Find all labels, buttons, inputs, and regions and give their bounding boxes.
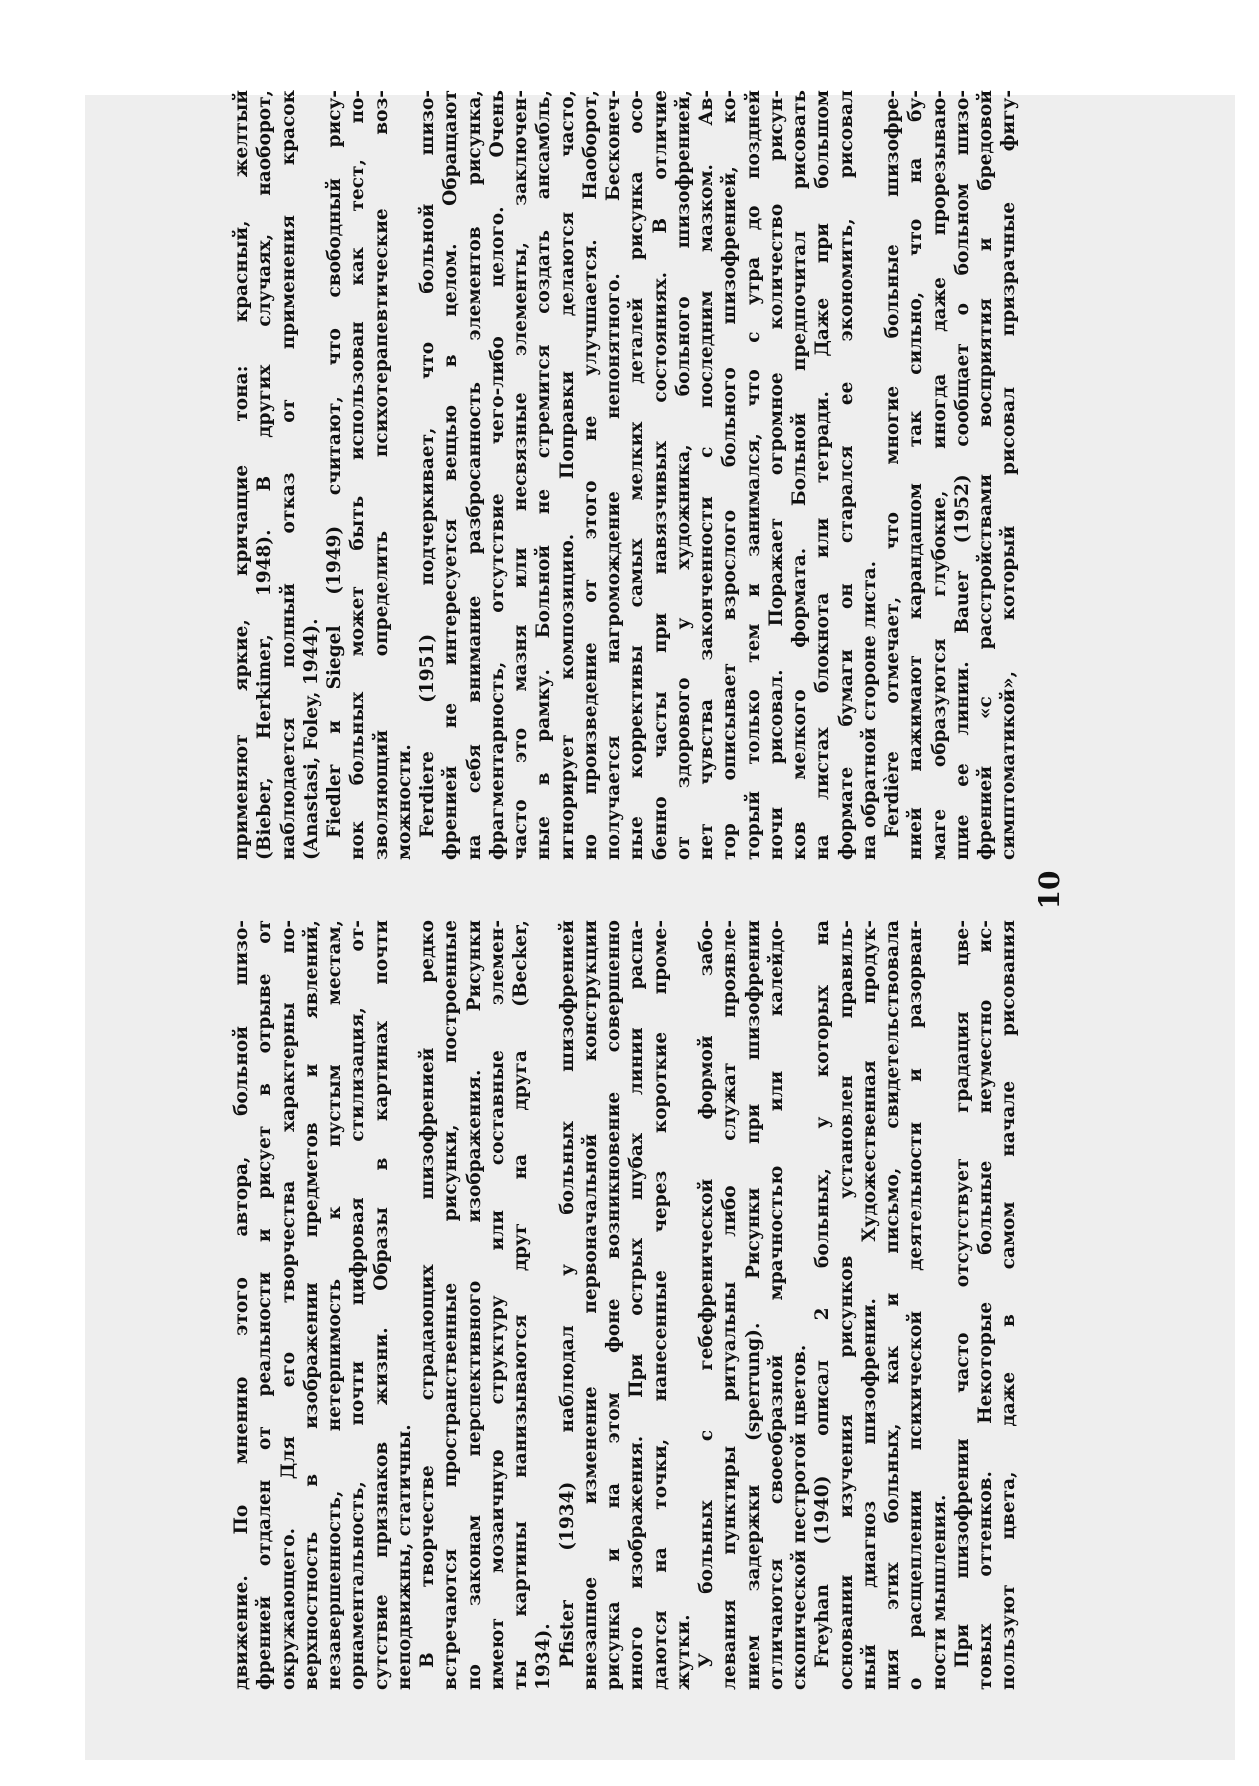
text-line: Fiedler и Siegel (1949) считают, что свободный рису- <box>324 90 345 838</box>
text-line: получается нагромождение непонятного. Бесконеч- <box>603 90 624 860</box>
text-line: неподвижны, статичны. <box>393 1424 415 1690</box>
text-line: на себя внимание разбросанность элементов рисунка, <box>463 90 485 860</box>
text-line: пользуют цвета, даже в самом начале рисования <box>998 920 1020 1690</box>
text-line: нием задержки (sperrung). Рисунки при шизофрении <box>742 920 764 1690</box>
text-line: от здорового у художника, больного шизофренией, <box>672 90 694 860</box>
text-line: френией отдален от реальности и рисует в отрыве от <box>254 920 276 1690</box>
text-line: маге образуются глубокие, иногда даже прорезываю- <box>928 90 950 860</box>
text-line: (Bieber, Herkimer, 1948). В других случаях, наоборот, <box>254 90 276 860</box>
text-line: ция этих больных, как и письмо, свидетельствовала <box>882 920 903 1690</box>
text-line: часто это мазня или несвязные элементы, заключен- <box>510 90 531 860</box>
text-line: скопической пестротой цветов. <box>789 1344 810 1690</box>
text-line: левания пунктиры ритуальны либо служат проявле- <box>719 920 741 1690</box>
text-line: фрагментарность, отсутствие чего-либо целого. Очень <box>486 90 508 860</box>
scanned-page-area <box>85 90 1235 1760</box>
text-line: применяют яркие, кричащие тона: красный, желтый <box>231 90 252 860</box>
text-line: орнаментальность, почти цифровая стилизация, от- <box>347 920 369 1690</box>
text-line: френией не интересуется вещью в целом. Обращают <box>440 90 462 860</box>
text-line: встречаются пространственные рисунки, построенные <box>440 920 462 1690</box>
text-line: ночи рисовал. Поражает огромное количество рисун- <box>765 90 787 860</box>
text-column-right <box>230 90 1021 860</box>
text-line: движение. По мнению этого автора, больной шизо- <box>231 920 252 1690</box>
rotated-text-block <box>230 90 1100 1690</box>
text-line: ные в рамку. Больной не стремится создать ансамбль, <box>533 90 555 860</box>
text-line: на листах блокнота или тетради. Даже при большом <box>812 90 834 860</box>
text-line: зволяющий определить психотерапевтические воз- <box>370 90 392 860</box>
text-line: по законам перспективного изображения. Рисунки <box>463 920 485 1690</box>
text-line: френией «с расстройствами восприятия и бредовой <box>975 90 996 860</box>
text-line: о расщеплении психической деятельности и разорван- <box>905 920 927 1690</box>
text-line: игнорирует композицию. Поправки делаются часто, <box>556 90 578 860</box>
text-line: ный диагноз шизофрении. Художественная продук- <box>858 920 880 1690</box>
text-line: В творчестве страдающих шизофренией редко <box>417 920 438 1668</box>
text-line: но произведение от этого не улучшается. Наоборот, <box>579 90 601 860</box>
text-column-left <box>230 920 1021 1690</box>
text-line: Pfister (1934) наблюдал у больных шизофренией <box>556 920 578 1668</box>
text-line: У больных с гебефренической формой забо- <box>696 920 717 1668</box>
text-line: симптоматикой», который рисовал призрачные фигу- <box>998 90 1020 860</box>
text-line: ные коррективы самых мелких деталей рисунка осо- <box>626 90 648 860</box>
text-line: отличаются своеобразной мрачностью или калейдо- <box>765 920 787 1690</box>
text-line: можности. <box>393 744 415 860</box>
text-line: (Anastasi, Foley, 1944). <box>300 618 322 860</box>
text-line: бенно часты при навязчивых состояниях. В отличие <box>649 90 671 860</box>
text-line: ков мелкого формата. Больной предпочитал рисовать <box>789 90 810 860</box>
page-number: 10 <box>1033 870 1066 910</box>
text-line: формате бумаги он старался ее экономить, рисовал <box>835 90 857 860</box>
text-line: 1934). <box>533 1623 555 1690</box>
text-line: имеют мозаичную структуру или составные элемен- <box>486 920 508 1690</box>
text-line: жутки. <box>672 1614 694 1690</box>
text-line: нией нажимают карандашом так сильно, что на бу- <box>905 90 927 860</box>
text-line: торый только тем и занимался, что с утра до поздней <box>742 90 764 860</box>
text-line: щие ее линии. Bauer (1952) сообщает о больном шизо- <box>951 90 973 860</box>
text-line: тор описывает взрослого больного шизофренией, ко- <box>719 90 741 860</box>
text-line: Ferdiere (1951) подчеркивает, что больной шизо- <box>417 90 438 838</box>
text-line: нет чувства законченности с последним мазком. Ав- <box>696 90 717 860</box>
text-line: на обратной стороне листа. <box>858 560 880 860</box>
text-line: наблюдается полный отказ от применения красок <box>277 90 299 860</box>
text-line: рисунка и на этом фоне возникновение совершенно <box>603 920 624 1690</box>
text-line: даются на точки, нанесенные через короткие проме- <box>649 920 671 1690</box>
text-line: окружающего. Для его творчества характерны по- <box>277 920 299 1690</box>
text-line: иного изображения. При острых шубах линии распа- <box>626 920 648 1690</box>
text-line: верхностность в изображении предметов и явлений, <box>300 920 322 1690</box>
text-line: сутствие признаков жизни. Образы в картинах почти <box>370 920 392 1690</box>
text-line: Freyhan (1940) описал 2 больных, у которых на <box>812 920 834 1668</box>
text-line: незавершенность, нетерпимость к пустым местам, <box>324 920 345 1690</box>
text-line: внезапное изменение первоначальной конструкции <box>579 920 601 1690</box>
text-line: ты картины нанизываются друг на друга (Becker, <box>510 920 531 1690</box>
text-line: нок больных может быть использован как тест, по- <box>347 90 369 860</box>
text-line: При шизофрении часто отсутствует градация цве- <box>951 920 973 1668</box>
text-line: товых оттенков. Некоторые больные неуместно ис- <box>975 920 996 1690</box>
text-line: ности мышления. <box>928 1494 950 1690</box>
text-line: Ferdière отмечает, что многие больные шизофре- <box>882 90 903 838</box>
text-line: основании изучения рисунков установлен правиль- <box>835 920 857 1690</box>
